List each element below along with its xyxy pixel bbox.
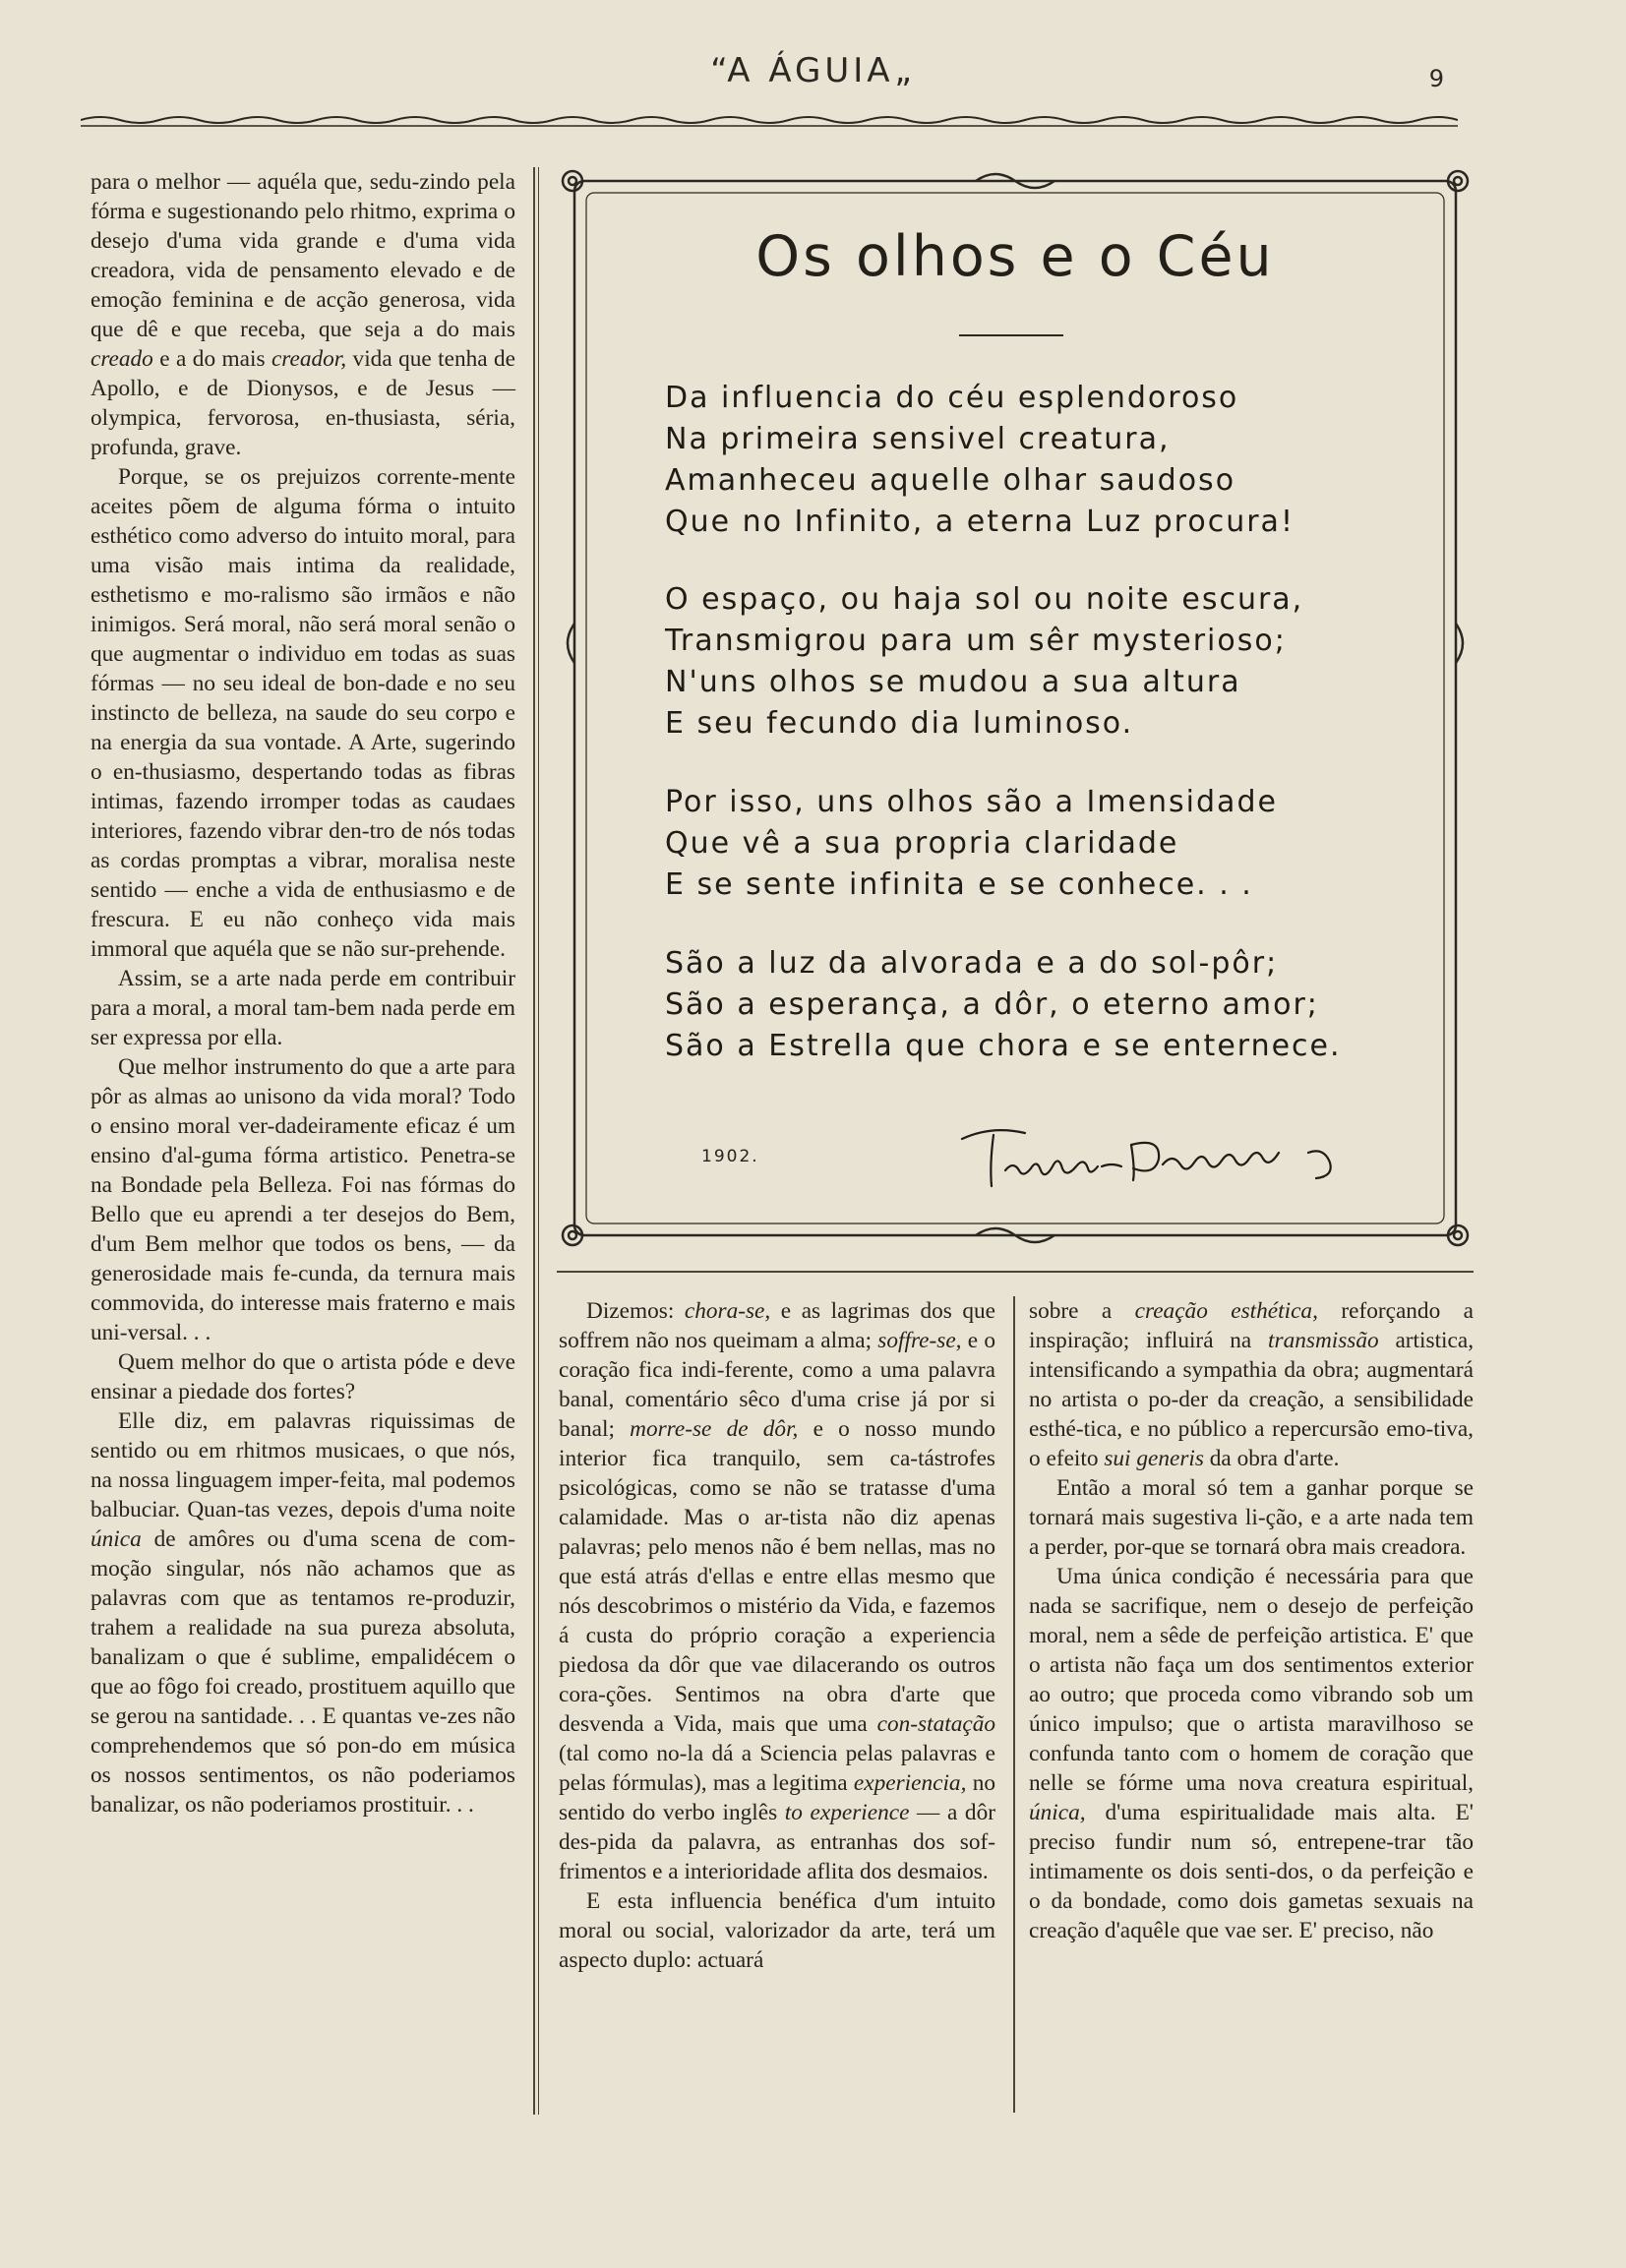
paragraph: sobre a creação esthética, reforçando a inspiração; influirá na transmissão artistica, intensificando a sympathia da obra; augmentará no artista o po-der da creação, a sensibilidade esthé-tica, e no público a repercursão emo-tiva, o efeito sui generis da obra d'arte.	[1029, 1298, 1475, 1471]
verse-line: São a Estrella que chora e se enternece.	[665, 1029, 1342, 1063]
paragraph: Quem melhor do que o artista póde e deve ensinar a piedade dos fortes?	[90, 1349, 515, 1404]
verse-line: N'uns olhos se mudou a sua altura	[665, 665, 1241, 699]
verse-line: O espaço, ou haja sol ou noite escura,	[665, 582, 1304, 617]
section-divider	[557, 1271, 1474, 1273]
poem-stanza-1	[665, 378, 1295, 543]
verse-line: Na primeira sensivel creatura,	[665, 422, 1171, 456]
paragraph: E esta influencia benéfica d'um intuito moral ou social, valorizador da arte, terá um aspecto duplo: actuará	[559, 1888, 995, 1973]
title-rule	[959, 334, 1063, 336]
verse-line: Que vê a sua propria claridade	[665, 826, 1179, 861]
poem-stanza-2	[665, 579, 1303, 745]
verse-line: E seu fecundo dia luminoso.	[665, 706, 1134, 741]
author-signature	[954, 1109, 1377, 1198]
poem-stanza-4	[665, 943, 1342, 1067]
paragraph: Que melhor instrumento do que a arte para pôr as almas ao unisono da vida moral? Todo o ensino moral ver-dadeiramente eficaz é um ensino d'al-guma fórma artistico. Penetra-se na Bondade pela Belleza. Foi nas fórmas do Bello que eu aprendi a ter desejos do Bem, d'um Bem melhor que todos os bens, — da generosidade mais fe-cunda, da ternura mais commovida, do interesse mais fraterno e mais uni-versal. . .	[90, 1054, 515, 1345]
paragraph: Porque, se os prejuizos corrente-mente aceites põem de alguma fórma o intuito esthético como adverso do intuito moral, para uma visão mais intima da realidade, esthetismo e mo-ralismo são irmãos e não inimigos. Será moral, não será moral senão o que augmentar o individuo em todas as suas fórmas — no seu ideal de bon-dade e no seu instincto de belleza, na saude do seu corpo e na energia da sua vontade. A Arte, sugerindo o en-thusiasmo, despertando todas as fibras intimas, fazendo irromper todas as caudaes interiores, fazendo vibrar den-tro de nós todas as cordas promptas a vibrar, moralisa neste sentido — enche a vida de enthusiasmo e de frescura. E eu não conheço vida mais immoral que aquéla que se não sur-prehende.	[90, 464, 515, 962]
middle-text-column	[559, 1296, 995, 1975]
paragraph: Elle diz, em palavras riquissimas de sentido ou em rhitmos musicaes, o que nós, na nossa linguagem imper-feita, mal podemos balbuciar. Quan-tas vezes, depois d'uma noite única de amôres ou d'uma scena de com-moção singular, nós não achamos que as palavras com que as tentamos re-produzir, trahem a realidade na sua pureza absoluta, banalizam o que é sublime, empalidécem o que ao fôgo foi creado, prostituem aquillo que se gerou na santidade. . . E quantas ve-zes não comprehendemos que só pon-do em música os nossos sentimentos, os não poderiamos banalizar, os não poderiamos prostituir. . .	[90, 1408, 515, 1818]
column-divider	[538, 167, 539, 2115]
verse-line: São a luz da alvorada e a do sol-pôr;	[665, 946, 1279, 981]
verse-line: Que no Infinito, a eterna Luz procura!	[665, 505, 1295, 539]
verse-line: Transmigrou para um sêr mysterioso;	[665, 624, 1287, 658]
poem-date: 1902.	[701, 1147, 759, 1166]
left-text-column	[90, 167, 515, 1820]
verse-line: Por isso, uns olhos são a Imensidade	[665, 785, 1278, 819]
verse-line: Amanheceu aquelle olhar saudoso	[665, 463, 1236, 498]
column-divider	[533, 167, 535, 2115]
paragraph: Assim, se a arte nada perde em contribuir para a moral, a moral tam-bem nada perde em ser expressa por ella.	[90, 966, 515, 1050]
paragraph: Então a moral só tem a ganhar porque se tornará mais sugestiva li-ção, e a arte nada tem a perder, por-que se tornará obra mais creadora.	[1029, 1475, 1474, 1560]
verse-line: São a esperança, a dôr, o eterno amor;	[665, 987, 1319, 1022]
column-divider	[1013, 1296, 1015, 2113]
poem-stanza-3	[665, 782, 1278, 906]
running-title: “A ÁGUIA„	[710, 51, 916, 90]
poem-title: Os olhos e o Céu	[755, 224, 1275, 289]
paragraph: Uma única condição é necessária para que nada se sacrifique, nem o desejo de perfeição moral, nem a sêde de perfeição artistica. E' que o artista não faça um dos sentimentos exterior ao outro; que proceda como vibrando sob um único impulso; que o artista maravilhoso se confunda tanto com o homem de coração que nelle se fórme uma nova creatura espiritual, única, d'uma espiritualidade mais alta. E' preciso fundir num só, entrepene-trar tão intimamente os dois senti-dos, o da perfeição e o da bondade, como dois gametas sexuais na creação d'aquêle que vae ser. E' preciso, não	[1029, 1564, 1474, 1943]
verse-line: E se sente infinita e se conhece. . .	[665, 867, 1253, 902]
paragraph: para o melhor — aquéla que, sedu-zindo pela fórma e sugestionando pelo rhitmo, exprima o desejo d'uma vida grande e d'uma vida creadora, vida de pensamento elevado e de emoção feminina e de acção generosa, vida que dê e que receba, que seja a do mais creado e a do mais creador, vida que tenha de Apollo, e de Dionysos, e de Jesus — olympica, fervorosa, en-thusiasta, séria, profunda, grave.	[90, 169, 516, 460]
header-wavy-rule	[81, 106, 1458, 130]
right-text-column	[1029, 1296, 1474, 1945]
verse-line: Da influencia do céu esplendoroso	[665, 381, 1239, 415]
page-number: 9	[1428, 65, 1444, 92]
paragraph: Dizemos: chora-se, e as lagrimas dos que soffrem não nos queimam a alma; soffre-se, e o coração fica indi-ferente, como a uma palavra banal, comentário sêco d'uma crise já por si banal; morre-se de dôr, e o nosso mundo interior fica tranquilo, sem ca-tástrofes psicológicas, como se não se tratasse d'uma calamidade. Mas o ar-tista não diz apenas palavras; pelo menos não é bem nellas, mas no que está atrás d'ellas e entre ellas mesmo que nós descobrimos o mistério da Vida, e fazemos á custa do próprio coração a experiencia piedosa da dôr que vae dilacerando os outros cora-ções. Sentimos na obra d'arte que desvenda a Vida, mais que uma con-statação (tal como no-la dá a Sciencia pelas palavras e pelas fórmulas), mas a legitima experiencia, no sentido do verbo inglês to experience — a dôr des-pida da palavra, as entranhas dos sof-frimentos e a interioridade aflita dos desmaios.	[559, 1298, 996, 1884]
